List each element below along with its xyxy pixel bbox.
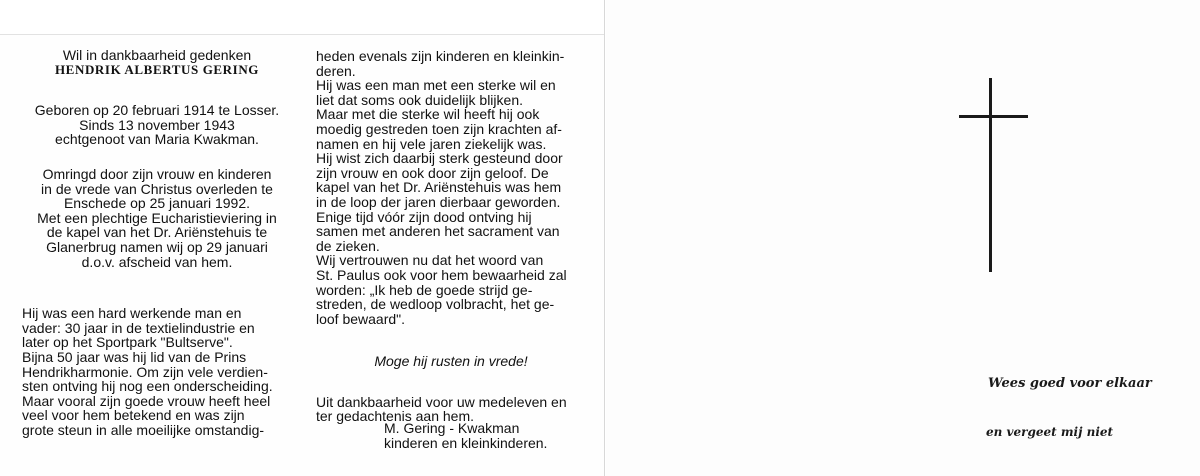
text-line: Enige tijd vóór zijn dood ontving hij [316,208,532,225]
text-line: Maar met die sterke wil heeft hij ook [316,106,540,123]
text-line: Met een plechtige Eucharistieviering in [37,209,277,226]
text-line: echtgenoot van Maria Kwakman. [55,131,259,148]
text-line: de kapel van het Dr. Ariënstehuis te [46,224,268,241]
cross-vertical-bar [989,78,992,272]
text-line: Bijna 50 jaar was hij lid van de Prins [22,348,247,365]
text-line: grote steun in alle moeilijke omstandig- [22,421,265,438]
text-line: Hendrikharmonie. Om zijn vele verdien- [22,363,268,380]
text-line: Geboren op 20 februari 1914 te Losser. [34,102,280,119]
text-line: in de loop der jaren dierbaar geworden. [316,193,561,210]
intro-line: Wil in dankbaarheid gedenken [62,47,252,63]
text-line: M. Gering - Kwakman [384,420,520,436]
card-front-page [606,0,1200,476]
text-line: St. Paulus ook voor hem bewaarheid zal [316,266,567,283]
text-line: Uit dankbaarheid voor uw medeleven en [316,393,567,410]
text-line: Glanerbrug namen wij op 29 januari [46,238,268,255]
rest-in-peace-wish: Moge hij rusten in vrede! [374,353,528,370]
text-line: namen en hij vele jaren ziekelijk was. [316,135,547,152]
birth-block [22,103,292,147]
text-line: Wij vertrouwen nu dat het woord van [316,252,544,269]
text-line: zijn vrouw en ook door zijn geloof. De [316,164,549,181]
text-line: samen met anderen het sacrament van [316,223,560,240]
text-line: Maar vooral zijn goede vrouw heeft heel [22,392,271,409]
text-line: kinderen en kleinkinderen. [384,434,548,451]
motto-line-2: en vergeet mij niet [986,425,1114,439]
text-line: heden evenals zijn kinderen en kleinkin- [316,48,565,64]
text-line: veel voor hem betekend en was zijn [22,407,245,424]
text-line: kapel van het Dr. Ariënstehuis was hem [316,179,562,196]
text-line: d.o.v. afscheid van hem. [81,253,233,270]
text-line: de zieken. [316,237,380,254]
death-block [22,167,292,269]
deceased-name: HENDRIK ALBERTUS GERING [54,61,260,77]
text-line: moedig gestreden toen zijn krachten af- [316,120,562,137]
card-top-edge [0,0,604,35]
text-line: Hij was een hard werkende man en [22,305,242,322]
text-line: loof bewaard". [316,310,406,327]
biography-block [22,306,292,437]
text-column-right [316,49,586,424]
text-line: Omringd door zijn vrouw en kinderen [42,165,272,182]
text-line: liet dat soms ook duidelijk blijken. [316,91,523,108]
text-line: later op het Sportpark "Bultserve". [22,334,233,351]
text-line: streden, de wedloop volbracht, het ge- [316,296,555,313]
text-line: Enschede op 25 januari 1992. [63,195,251,212]
text-line: ter gedachtenis aan hem. [316,408,474,425]
life-story-block [316,49,586,326]
text-line: Hij wist zich daarbij sterk gesteund door [316,150,563,167]
motto-line-1: Wees goed voor elkaar [988,376,1152,391]
text-line: worden: „Ik heb de goede strijd ge- [316,281,533,298]
text-line: Hij was een man met een sterke wil en [316,77,556,94]
text-line: deren. [316,62,356,79]
text-line: Sinds 13 november 1943 [79,116,235,133]
cross-horizontal-bar [959,115,1028,118]
text-column-left [22,48,292,437]
text-line: in de vrede van Christus overleden te [41,180,273,197]
text-line: vader: 30 jaar in de textielindustrie en [22,319,255,336]
family-signature [384,421,604,450]
text-line: sten ontving hij nog een onderscheiding. [22,378,273,395]
